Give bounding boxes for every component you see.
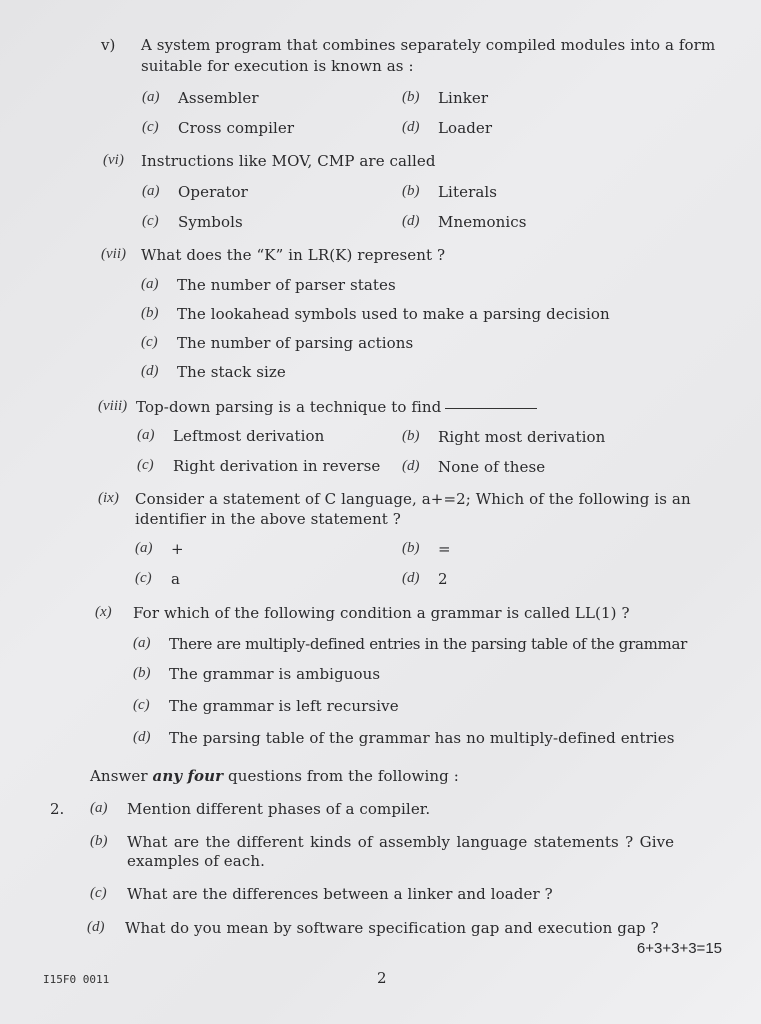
option-text: Literals xyxy=(438,183,498,201)
question-text: For which of the following condition a grammar is called LL(1) ? xyxy=(133,604,630,622)
option-label: (d) xyxy=(402,458,420,474)
option-label: (d) xyxy=(402,213,420,229)
part-label: (c) xyxy=(90,885,107,901)
page-number: 2 xyxy=(377,969,387,987)
option-text: Symbols xyxy=(178,213,243,231)
question-number: v) xyxy=(101,36,116,54)
option-label: (c) xyxy=(133,697,150,713)
option-label: (a) xyxy=(142,89,160,105)
option-label: (a) xyxy=(137,427,155,443)
option-text: The parsing table of the grammar has no multiply-defined entries xyxy=(169,729,675,747)
part-label: (b) xyxy=(90,833,108,849)
option-label: (c) xyxy=(142,119,159,135)
instruction-emphasis: any four xyxy=(152,767,224,785)
option-text: None of these xyxy=(438,458,546,476)
option-label: (c) xyxy=(142,213,159,229)
question-number: (vii) xyxy=(101,246,126,262)
question-number: (viii) xyxy=(98,398,128,414)
option-label: (c) xyxy=(135,570,152,586)
option-text: Linker xyxy=(438,89,489,107)
option-text: There are multiply-defined entries in the parsing table of the grammar xyxy=(169,635,687,653)
option-label: (a) xyxy=(135,540,153,556)
option-text: The grammar is left recursive xyxy=(169,697,399,715)
question-text: Top-down parsing is a technique to find xyxy=(136,398,537,416)
option-label: (d) xyxy=(402,119,420,135)
section-instruction: Answer any four questions from the following : xyxy=(90,767,459,785)
question-number: 2. xyxy=(50,800,65,818)
option-text: The number of parser states xyxy=(177,276,396,294)
part-text: What are the differences between a linker and loader ? xyxy=(127,885,553,903)
part-text: What are the different kinds of assembly language statements ? Give xyxy=(127,833,675,851)
question-text: A system program that combines separately compiled modules into a form xyxy=(141,36,716,54)
answer-blank xyxy=(445,408,537,409)
paper-code: I15F0 0011 xyxy=(43,973,110,986)
question-text: Instructions like MOV, CMP are called xyxy=(141,152,436,170)
option-text: 2 xyxy=(438,570,448,588)
option-label: (d) xyxy=(402,570,420,586)
option-text: Cross compiler xyxy=(178,119,295,137)
part-label: (d) xyxy=(87,919,105,935)
option-label: (b) xyxy=(402,89,420,105)
question-number: (x) xyxy=(95,604,112,620)
option-label: (c) xyxy=(137,457,154,473)
option-text: a xyxy=(171,570,181,588)
option-text: The lookahead symbols used to make a parsing decision xyxy=(177,305,610,323)
option-label: (b) xyxy=(402,428,420,444)
question-number: (ix) xyxy=(98,490,119,506)
option-text: The number of parsing actions xyxy=(177,334,414,352)
option-text: Operator xyxy=(178,183,248,201)
option-text: Right most derivation xyxy=(438,428,606,446)
option-label: (b) xyxy=(133,665,151,681)
option-text: Right derivation in reverse xyxy=(173,457,381,475)
question-text-cont: identifier in the above statement ? xyxy=(135,510,401,528)
option-label: (b) xyxy=(141,305,159,321)
part-label: (a) xyxy=(90,800,108,816)
option-text: = xyxy=(438,540,451,558)
option-label: (d) xyxy=(141,363,159,379)
question-number: (vi) xyxy=(103,152,124,168)
option-label: (a) xyxy=(133,635,151,651)
part-text: Mention different phases of a compiler. xyxy=(127,800,431,818)
option-label: (b) xyxy=(402,183,420,199)
option-label: (b) xyxy=(402,540,420,556)
question-text-cont: suitable for execution is known as : xyxy=(141,57,414,75)
option-text: Mnemonics xyxy=(438,213,527,231)
part-text: What do you mean by software specification gap and execution gap ? xyxy=(125,919,659,937)
option-label: (c) xyxy=(141,334,158,350)
question-text: Consider a statement of C language, a+=2; Which of the following is an xyxy=(135,490,691,508)
option-label: (a) xyxy=(141,276,159,292)
option-text: + xyxy=(171,540,184,558)
marks-distribution: 6+3+3+3=15 xyxy=(636,940,722,957)
option-text: Assembler xyxy=(178,89,259,107)
option-text: Leftmost derivation xyxy=(173,427,325,445)
option-text: Loader xyxy=(438,119,493,137)
option-text: The grammar is ambiguous xyxy=(169,665,381,683)
part-text-cont: examples of each. xyxy=(127,852,265,870)
option-text: The stack size xyxy=(177,363,286,381)
question-text: What does the “K” in LR(K) represent ? xyxy=(141,246,446,264)
option-label: (d) xyxy=(133,729,151,745)
option-label: (a) xyxy=(142,183,160,199)
